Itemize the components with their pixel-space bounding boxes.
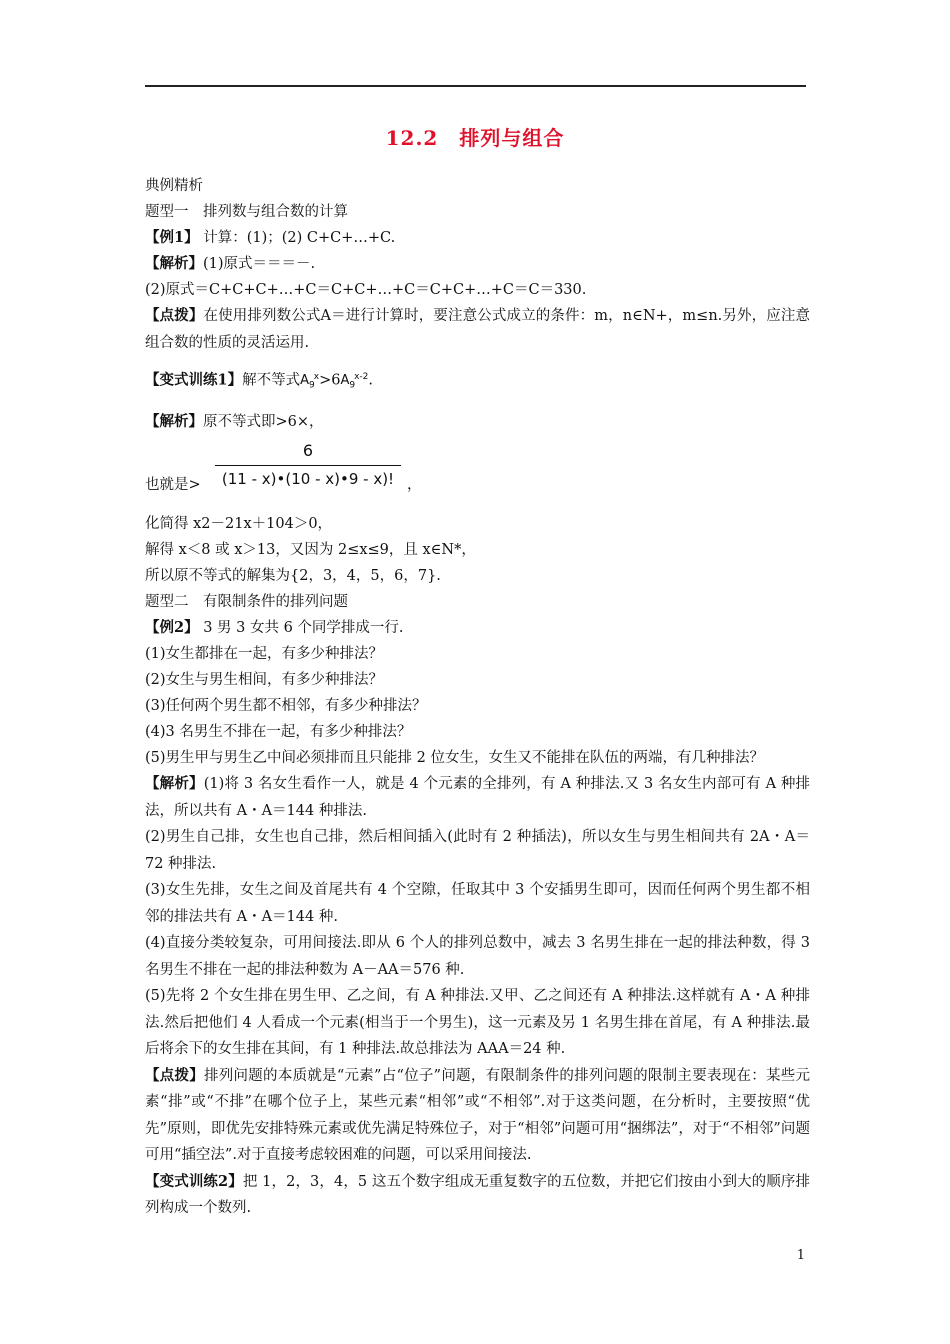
variant1 xyxy=(145,364,810,399)
solution-text: (1)将 3 名女生看作一人，就是 4 个元素的全排列，有 A 种排法.又 3 名女生内部可有 A 种排法，所以共有 A・A＝144 种排法. xyxy=(145,776,811,819)
question-3: (3)任何两个男生都不相邻，有多少种排法？ xyxy=(145,697,427,714)
tip-text: 排列问题的本质就是“元素”占“位子”问题，有限制条件的排列问题的限制主要表现在：某些元素“排”或“不排”在哪个位子上，某些元素“相邻”或“不相邻”.对于这类问题，在分析时，主要按照“优先”原则，即优先安排特殊元素或优先满足特殊位子，对于“相邻”问题可用“捆绑法”，对于“不相邻”问题可用“插空法”.对于直接考虑较困难的问题，可以采用间接法. xyxy=(145,1067,810,1164)
example1-solution1 xyxy=(145,251,810,277)
permutation-a2 xyxy=(340,372,369,391)
page-number: 1 xyxy=(796,1248,805,1263)
a-base: A xyxy=(340,373,350,389)
example2-solution3: (3)女生先排，女生之间及首尾共有 4 个空隙，任取其中 3 个安插男生即可，因而任何两个男生都不相邻的排法共有 A・A＝144 种. xyxy=(145,882,810,925)
fraction xyxy=(215,439,401,488)
example2-tag: 【例2】 xyxy=(145,618,199,636)
fraction-denominator: (11 - x)•(10 - x)•9 - x)! xyxy=(221,469,395,488)
solution-tag: 【解析】 xyxy=(145,412,203,430)
fraction-line xyxy=(145,439,810,501)
example2-solution1 xyxy=(145,771,810,824)
document-body xyxy=(145,173,810,1222)
variant1-solution5: 所以原不等式的解集为{2，3，4，5，6，7}. xyxy=(145,567,441,584)
example1-tip xyxy=(145,303,810,356)
variant1-solution4: 解得 x＜8 或 x＞13，又因为 2≤x≤9，且 x∈N*， xyxy=(145,541,476,558)
solution-text: 原不等式即>6×， xyxy=(203,413,324,430)
a-base: A xyxy=(300,373,309,389)
variant1-solution1 xyxy=(145,409,810,435)
a-sup: x-2 xyxy=(354,372,369,382)
fraction-prefix: 也就是> xyxy=(145,476,201,493)
variant2-tag: 【变式训练2】 xyxy=(145,1172,243,1190)
example1-solution2: (2)原式＝C+C+C+…+C＝C+C+…+C＝C+C+…+C＝C＝330. xyxy=(145,282,587,298)
example1-tag: 【例1】 xyxy=(145,229,199,246)
tip-tag: 【点拨】 xyxy=(145,307,204,324)
fraction-bar xyxy=(215,465,401,466)
period: . xyxy=(368,372,373,389)
question-2: (2)女生与男生相间，有多少种排法？ xyxy=(145,671,384,688)
solution-tag: 【解析】 xyxy=(145,775,204,793)
solution-text: (1)原式＝＝＝－. xyxy=(203,256,316,272)
example2-text: 3 男 3 女共 6 个同学排成一行. xyxy=(198,619,404,636)
section-heading: 典例精析 xyxy=(145,178,203,194)
tip-tag: 【点拨】 xyxy=(145,1066,205,1084)
type1-heading: 题型一 排列数与组合数的计算 xyxy=(145,204,348,220)
solution-tag: 【解析】 xyxy=(145,255,203,272)
variant2 xyxy=(145,1169,810,1222)
question-4: (4)3 名男生不排在一起，有多少种排法？ xyxy=(145,723,412,740)
header-rule xyxy=(145,85,806,87)
fraction-suffix: ， xyxy=(407,476,422,493)
example2-solution5: (5)先将 2 个女生排在男生甲、乙之间，有 A 种排法.又甲、乙之间还有 A 种排法.这样就有 A・A 种排法.然后把他们 4 人看成一个元素(相当于一个男生)，这一元素及另 1 名男生排在首尾，有 A 种排法.最后将余下的女生排在其间，有 1 种排法.故总排法为 AAA＝24 种. xyxy=(145,988,810,1058)
a-sup: x xyxy=(313,372,320,382)
example2-tip xyxy=(145,1063,810,1169)
example1-text: 计算：(1)；(2) C+C+…+C. xyxy=(198,230,396,246)
question-5: (5)男生甲与男生乙中间必须排而且只能排 2 位女生，女生又不能排在队伍的两端，有几种排法？ xyxy=(145,749,764,766)
example1 xyxy=(145,225,810,251)
example2-solution2: (2)男生自己排，女生也自己排，然后相间插入(此时有 2 种插法)，所以女生与男生相间共有 2A・A＝72 种排法. xyxy=(145,829,810,872)
type2-heading: 题型二 有限制条件的排列问题 xyxy=(145,593,348,610)
gt-six: >6 xyxy=(319,372,341,389)
fraction-numerator: 6 xyxy=(302,440,314,460)
permutation-a1 xyxy=(300,372,320,391)
a-sub: 9 xyxy=(309,380,315,391)
example2-solution4: (4)直接分类较复杂，可用间接法.即从 6 个人的排列总数中，减去 3 名男生排在一起的排法种数，得 3 名男生不排在一起的排法种数为 A－AA＝576 种. xyxy=(145,935,810,978)
example2 xyxy=(145,615,810,641)
page-title: 12.2 排列与组合 xyxy=(385,126,565,150)
a-sub: 9 xyxy=(349,380,356,391)
variant2-text: 把 1，2，3，4，5 这五个数字组成无重复数字的五位数，并把它们按由小到大的顺序排列构成一个数列. xyxy=(145,1173,810,1217)
question-1: (1)女生都排在一起，有多少种排法？ xyxy=(145,645,384,662)
variant1-solution3: 化简得 x2－21x＋104＞0， xyxy=(145,515,333,532)
variant1-text: 解不等式 xyxy=(242,372,301,389)
tip-text: 在使用排列数公式A＝进行计算时，要注意公式成立的条件：m，n∈N+，m≤n.另外，应注意组合数的性质的灵活运用. xyxy=(145,308,810,351)
variant1-tag: 【变式训练1】 xyxy=(145,371,243,389)
